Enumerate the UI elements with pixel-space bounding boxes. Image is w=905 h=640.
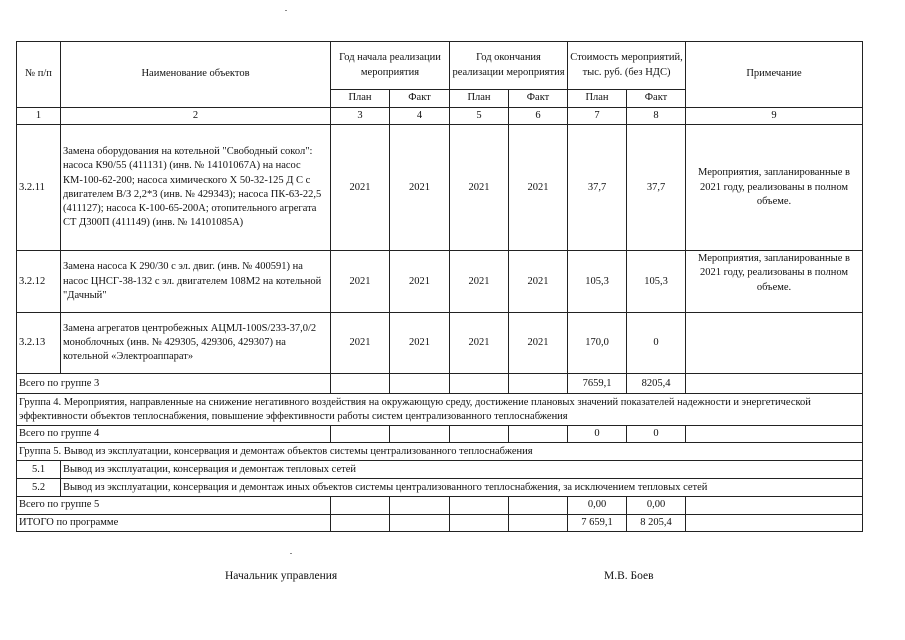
note: Мероприятия, запланированные в 2021 году, реализованы в полном объеме. — [686, 125, 863, 251]
group-total-row — [17, 497, 863, 514]
note: Мероприятия, запланированные в 2021 году, реализованы в полном объеме. — [686, 251, 863, 313]
subheader-fact: Факт — [627, 90, 686, 108]
object-description: Замена насоса К 290/30 с эл. двиг. (инв. № 400591) на насос ЦНСГ-38-132 с эл. двигателем 108М2 на котельной "Дачный" — [61, 251, 331, 313]
group-title-row — [17, 394, 863, 426]
object-description: Замена оборудования на котельной "Свободный сокол": насоса К90/55 (411131) (инв. № 14101067А) на насос КМ-100-62-200; насоса химического Х 50-32-125 Д С с двигателем В/З 2,2*3 (инв. № 429343); насоса ПК-63-22,5 (411127); насоса К-100-65-200А; отопительного агрегата СТ Д300П (411149) (инв. № 14101085А) — [61, 125, 331, 251]
col-header-cost: Стоимость мероприятий, тыс. руб. (без НДС) — [568, 42, 686, 90]
header-row — [17, 42, 863, 90]
start-plan: 2021 — [331, 313, 390, 374]
object-description: Замена агрегатов центробежных АЦМЛ-100S/233-37,0/2 моноблочных (инв. № 429305, 429306, 429307) на котельной «Электроаппарат» — [61, 313, 331, 374]
column-number: 3 — [331, 108, 390, 125]
grand-total-label: ИТОГО по программе — [17, 514, 331, 531]
start-plan: 2021 — [331, 251, 390, 313]
start-fact: 2021 — [390, 125, 450, 251]
end-fact: 2021 — [509, 125, 568, 251]
scan-speck — [285, 10, 287, 11]
item-text: Вывод из эксплуатации, консервация и демонтаж тепловых сетей — [61, 461, 863, 479]
subheader-plan: План — [568, 90, 627, 108]
column-number: 8 — [627, 108, 686, 125]
row-number: 5.1 — [17, 461, 61, 479]
column-number: 2 — [61, 108, 331, 125]
table-row — [17, 461, 863, 479]
column-number-row — [17, 108, 863, 125]
end-plan: 2021 — [450, 313, 509, 374]
subheader-fact: Факт — [509, 90, 568, 108]
column-number: 7 — [568, 108, 627, 125]
end-plan: 2021 — [450, 251, 509, 313]
table-row — [17, 251, 863, 313]
row-number: 3.2.12 — [17, 251, 61, 313]
column-number: 1 — [17, 108, 61, 125]
cost-fact: 0 — [627, 313, 686, 374]
subheader-plan: План — [450, 90, 509, 108]
column-number: 6 — [509, 108, 568, 125]
group-total-label: Всего по группе 3 — [17, 374, 331, 394]
row-number: 5.2 — [17, 479, 61, 497]
row-number: 3.2.13 — [17, 313, 61, 374]
group-total-label: Всего по группе 4 — [17, 426, 331, 443]
scan-speck — [290, 553, 292, 554]
grand-total-row — [17, 514, 863, 531]
end-fact: 2021 — [509, 251, 568, 313]
group-total-row — [17, 374, 863, 394]
col-header-name: Наименование объектов — [61, 42, 331, 108]
col-header-end-year: Год окончания реализации мероприятия — [450, 42, 568, 90]
group-total-plan: 0,00 — [568, 497, 627, 514]
grand-total-plan: 7 659,1 — [568, 514, 627, 531]
grand-total-fact: 8 205,4 — [627, 514, 686, 531]
note — [686, 313, 863, 374]
start-plan: 2021 — [331, 125, 390, 251]
group-total-fact: 8205,4 — [627, 374, 686, 394]
cost-fact: 37,7 — [627, 125, 686, 251]
column-number: 5 — [450, 108, 509, 125]
program-table — [16, 41, 863, 532]
group-title: Группа 5. Вывод из эксплуатации, консервация и демонтаж объектов системы централизованного теплоснабжения — [17, 443, 863, 461]
table-row — [17, 479, 863, 497]
group-total-plan: 7659,1 — [568, 374, 627, 394]
group-total-fact: 0 — [627, 426, 686, 443]
col-header-num: № п/п — [17, 42, 61, 108]
signature-name: М.В. Боев — [604, 570, 654, 582]
cost-plan: 105,3 — [568, 251, 627, 313]
row-number: 3.2.11 — [17, 125, 61, 251]
start-fact: 2021 — [390, 313, 450, 374]
end-plan: 2021 — [450, 125, 509, 251]
start-fact: 2021 — [390, 251, 450, 313]
item-text: Вывод из эксплуатации, консервация и демонтаж иных объектов системы централизованного теплоснабжения, за исключением тепловых сетей — [61, 479, 863, 497]
signature-position: Начальник управления — [225, 570, 338, 582]
column-number: 4 — [390, 108, 450, 125]
table-row — [17, 125, 863, 251]
cost-fact: 105,3 — [627, 251, 686, 313]
col-header-note: Примечание — [686, 42, 863, 108]
group-total-plan: 0 — [568, 426, 627, 443]
group-title-row — [17, 443, 863, 461]
subheader-fact: Факт — [390, 90, 450, 108]
group-total-row — [17, 426, 863, 443]
subheader-plan: План — [331, 90, 390, 108]
group-total-label: Всего по группе 5 — [17, 497, 331, 514]
group-total-fact: 0,00 — [627, 497, 686, 514]
column-number: 9 — [686, 108, 863, 125]
cost-plan: 170,0 — [568, 313, 627, 374]
end-fact: 2021 — [509, 313, 568, 374]
col-header-start-year: Год начала реализации мероприятия — [331, 42, 450, 90]
cost-plan: 37,7 — [568, 125, 627, 251]
group-title: Группа 4. Мероприятия, направленные на снижение негативного воздействия на окружающую среду, достижение плановых значений показателей надежности и энергетической эффективности объектов теплоснабжения, повышение эффективности работы систем централизованного теплоснабжения — [17, 394, 863, 426]
table-row — [17, 313, 863, 374]
